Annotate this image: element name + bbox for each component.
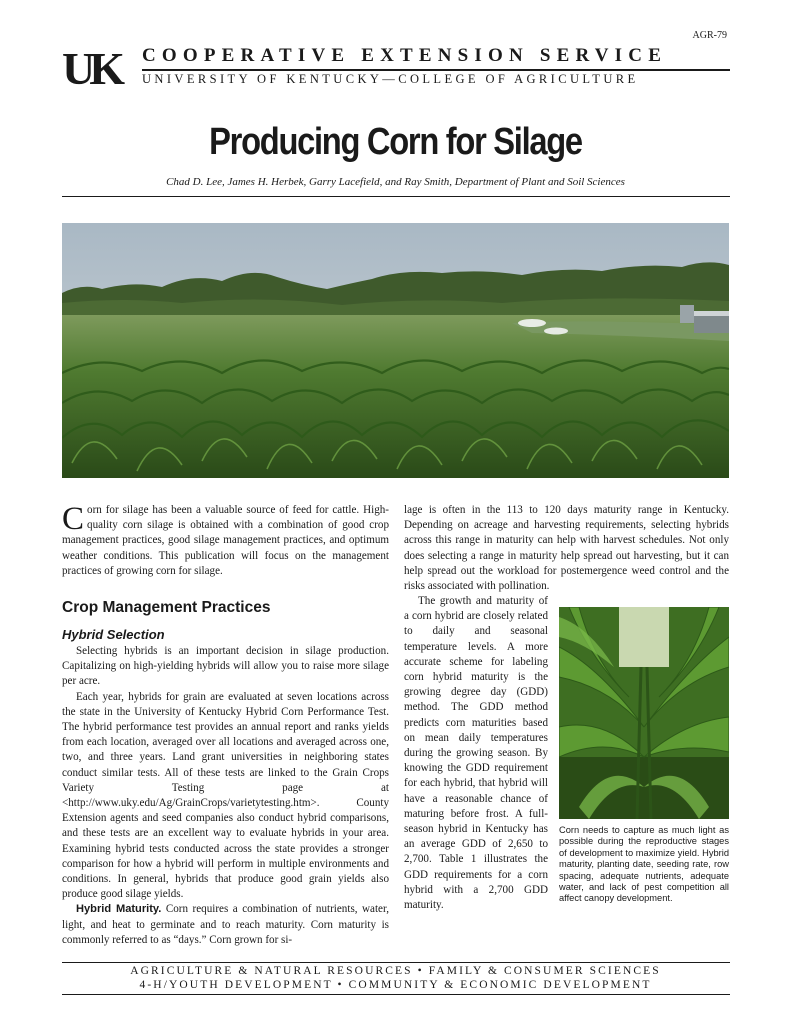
footer-line-2: 4-H/YOUTH DEVELOPMENT • COMMUNITY & ECONOMIC DEVELOPMENT xyxy=(139,979,652,991)
subsection-heading: Hybrid Selection xyxy=(62,627,165,643)
photo-caption: Corn needs to capture as much light as possible during the reproductive stages of development to maximize yield. Hybrid maturity, planting date, seeding rate, row spacing, adequate nutrients, adequate water, and lack of pest competition all affect canopy development. xyxy=(559,825,729,904)
hybrid-maturity-text: Corn requires a combination of nutrients, water, light, and heat to germinate and to reach maturity. Corn maturity is commonly referred to as “days.” Corn grown for si- xyxy=(62,903,390,946)
org-subtitle: UNIVERSITY OF KENTUCKY—COLLEGE OF AGRICULTURE xyxy=(142,72,639,86)
drop-cap: C xyxy=(62,501,85,537)
document-code: AGR-79 xyxy=(692,30,727,41)
runin-heading: Hybrid Maturity. xyxy=(76,903,162,916)
footer-divider-top xyxy=(62,962,730,963)
paragraph-hybrid-maturity xyxy=(62,902,389,948)
right-column-narrow xyxy=(404,594,548,913)
intro-text: orn for silage has been a valuable source of feed for cattle. High-quality corn silage is obtained with a combination of good crop management practices, good silage management practices, and optimum weather conditions. This publication will focus on the management practices of growing corn for silage. xyxy=(62,504,389,577)
org-title: COOPERATIVE EXTENSION SERVICE xyxy=(142,45,668,66)
title-divider xyxy=(62,196,730,197)
paragraph-maturity-range: lage is often in the 113 to 120 days maturity range in Kentucky. Depending on acreage and harvesting requirements, selecting hybrids across this range in maturity can help with harvest schedules. Not only does selecting a range in maturity help spread out harvesting, but it can help spread out the workload for postemergence weed control and the risks associated with pollination. xyxy=(404,504,729,593)
paragraph-hybrid-tests: Each year, hybrids for grain are evaluated at seven locations across the state in the University of Kentucky Hybrid Corn Performance Test. The hybrid performance test provides an annual report and ranks yields from each location, averaged over all locations and averaged across one, two, and three years. Land grant universities in neighboring states conduct similar tests. All of these tests are linked to the Grain Crops Variety Testing page at <http://www.uky.edu/Ag/GrainCrops/varietytesting.htm>. County Extension agents and seed companies also conduct hybrid comparisons, and these tests are an excellent way to evaluate hybrids in your area. Examining hybrid tests conducted across the state provides a stronger comparison for how a hybrid will perform in multiple environments and conditions. In general, hybrids that produce good grain yields also produce good silage yields. xyxy=(62,690,389,901)
header-divider xyxy=(142,69,730,71)
authors-line: Chad D. Lee, James H. Herbek, Garry Lacefield, and Ray Smith, Department of Plant and Soil Sciences xyxy=(166,176,625,188)
footer-line-1: AGRICULTURE & NATURAL RESOURCES • FAMILY & CONSUMER SCIENCES xyxy=(130,965,661,977)
paragraph-selecting-hybrids: Selecting hybrids is an important decision in silage production. Capitalizing on high-yielding hybrids will allow you to raise more silage per acre. xyxy=(62,645,389,688)
corn-canopy-photo xyxy=(559,607,729,819)
section-heading: Crop Management Practices xyxy=(62,599,271,617)
intro-paragraph xyxy=(62,503,389,579)
uk-logo xyxy=(62,44,134,90)
footer-divider-bottom xyxy=(62,994,730,995)
paragraph-gdd: The growth and maturity of a corn hybrid are closely related to daily and seasonal temperature levels. A more accurate scheme for labeling corn hybrid maturity is the growing degree day (GDD) method. The GDD method predicts corn maturities based on mean daily temperatures during the growing season. By knowing the GDD requirement for each hybrid, that hybrid will have a reasonable chance of maturing before frost. A full-season hybrid in Kentucky has an average GDD of 2,650 to 2,700. Table 1 illustrates the GDD requirements for a corn hybrid with a 2,700 GDD maturity. xyxy=(404,595,548,912)
left-column xyxy=(62,503,389,948)
page-title: Producing Corn for Silage xyxy=(209,121,582,163)
uk-logo-text: UK xyxy=(62,44,119,90)
right-column-top xyxy=(404,503,729,594)
cornfield-photo xyxy=(62,223,729,478)
